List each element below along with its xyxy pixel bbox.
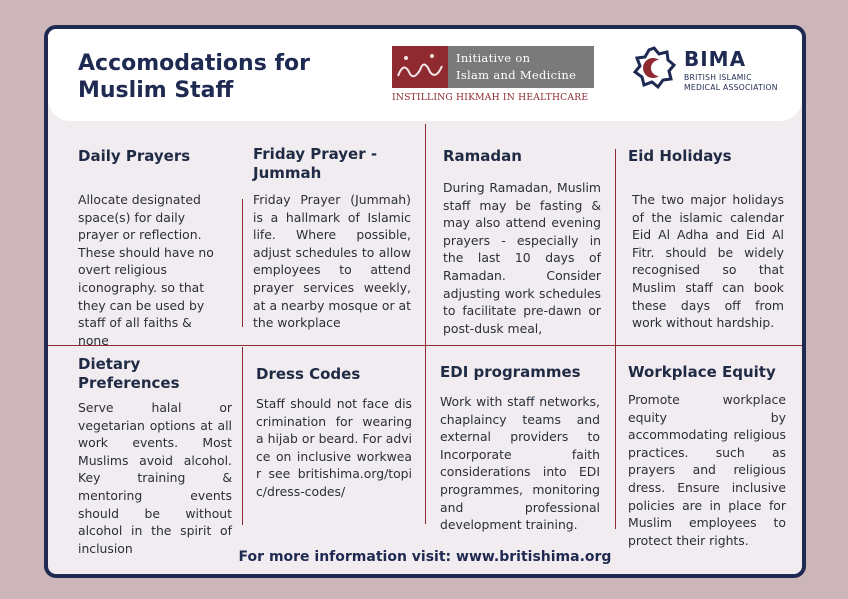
cell-title: Dietary Preferences <box>78 355 180 392</box>
iim-line1: Initiative on <box>456 51 531 65</box>
hikmah-calligraphy-logo <box>392 46 448 88</box>
iim-tagline: INSTILLING HIKMAH IN HEALTHCARE <box>392 92 589 103</box>
cell-title: Friday Prayer - Jummah <box>253 145 378 182</box>
cell-title: Ramadan <box>443 147 522 165</box>
cell-body: Staff should not face discrimination for wearing a hijab or beard. For advice on inclusive workwear see britishima.org/topic/dress-codes/ <box>256 396 412 499</box>
cell-body: Promote workplace equity by accommodating religious practices. such as prayers and religious dress. Ensure inclusive policies are in place for Muslim employees to protect their rights. <box>628 392 786 548</box>
cell-title: Eid Holidays <box>628 147 732 165</box>
cell-title: Daily Prayers <box>78 147 191 165</box>
footer-link[interactable]: For more information visit: www.britishima.org <box>238 549 612 565</box>
cell-body: Serve halal or vegetarian options at all work events. Most Muslims avoid alcohol. Key training & mentoring events should be without alcohol in the spirit of inclusion <box>78 400 232 556</box>
cell-body: Friday Prayer (Jummah) is a hallmark of Islamic life. Where possible, adjust schedules to allow employees to attend prayer services weekly, at a nearby mosque or at the workplace <box>253 192 411 331</box>
bima-name: BIMA <box>684 47 747 71</box>
divider-v3 <box>615 149 616 529</box>
divider-v2 <box>425 124 426 524</box>
cell-body: Allocate designated space(s) for daily prayer or reflection. These should have no overt religious iconography. so that they can be used by staff of all faiths & none <box>78 192 214 348</box>
cell-title: Workplace Equity <box>628 363 776 381</box>
header <box>48 29 802 121</box>
bima-sub-line2: MEDICAL ASSOCIATION <box>684 83 778 92</box>
cell-title: Dress Codes <box>256 365 361 383</box>
divider-v1 <box>242 199 243 327</box>
bima-sub-line1: BRITISH ISLAMIC <box>684 73 752 82</box>
bima-star-icon <box>632 46 676 90</box>
page-title: Accomodations for Muslim Staff <box>78 51 310 103</box>
iim-name <box>448 46 594 88</box>
iim-line2: Islam and Medicine <box>456 68 577 82</box>
iim-logo <box>392 46 596 108</box>
cell-title: EDI programmes <box>440 363 581 381</box>
cell-body: The two major holidays of the islamic calendar Eid Al Adha and Eid Al Fitr. should be widely recognised so that Muslim staff can book these days off from work without hardship. <box>632 192 784 331</box>
info-card <box>44 25 806 578</box>
divider-v4 <box>242 347 243 525</box>
cell-body: Work with staff networks, chaplaincy teams and external providers to Incorporate faith considerations into EDI programmes, monitoring and professional development training. <box>440 394 600 533</box>
cell-body: During Ramadan, Muslim staff may be fasting & may also attend evening prayers - especially in the last 10 days of Ramadan. Consider adjusting work schedules to facilitate pre-dawn or post-dusk meal, <box>443 180 601 336</box>
bima-logo <box>632 46 797 102</box>
bima-subtitle <box>684 73 778 93</box>
